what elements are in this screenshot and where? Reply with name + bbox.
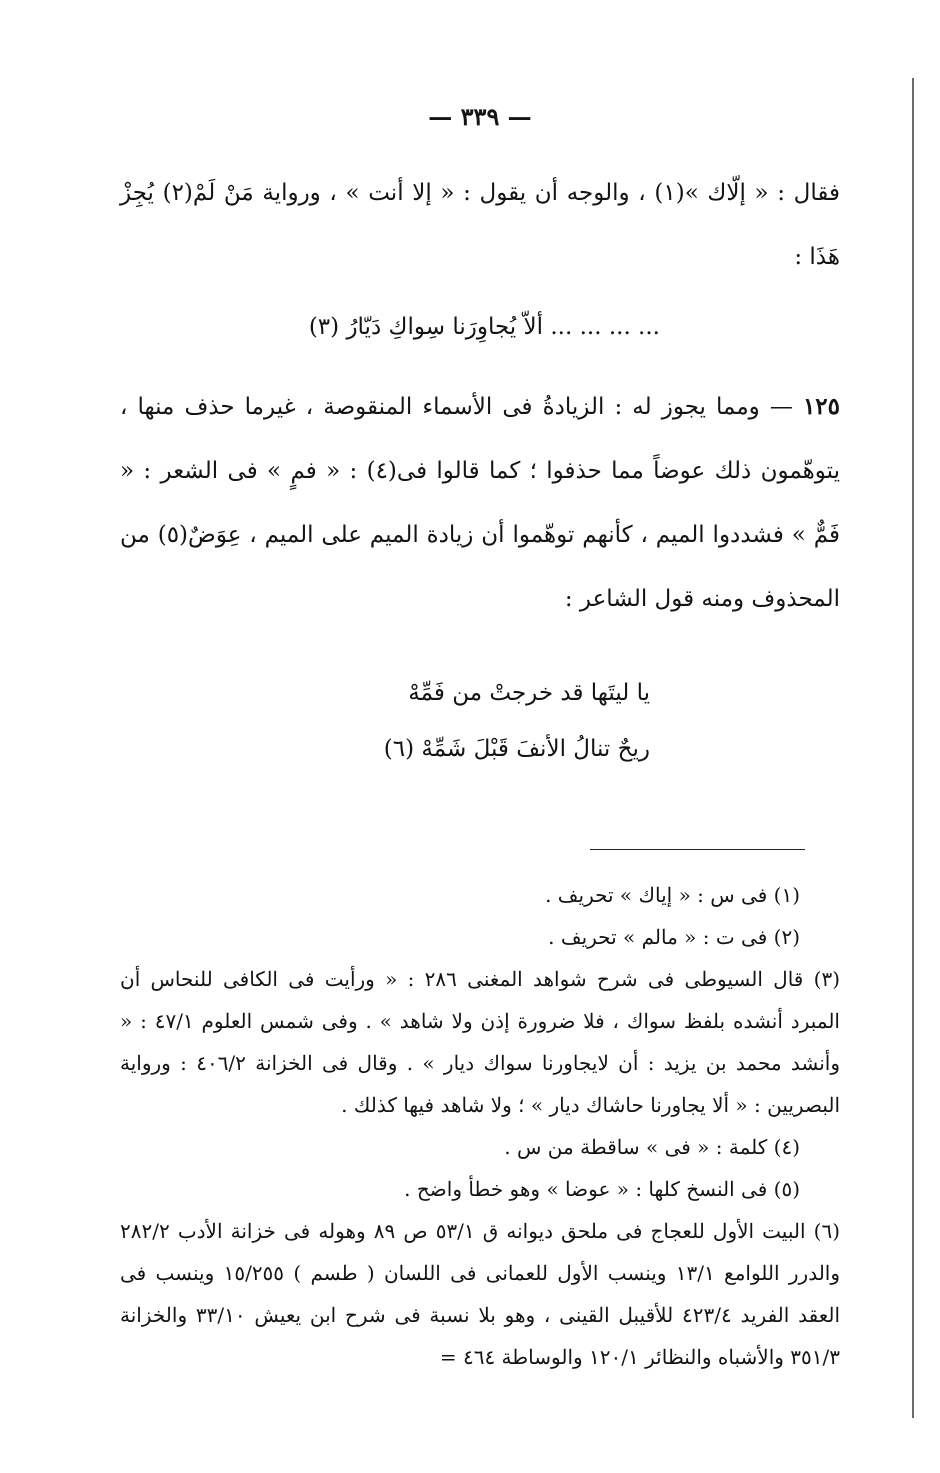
book-page (120, 90, 840, 1410)
footnotes (120, 874, 840, 1378)
footnote-2: (٢) فى ت : « مالم » تحريف . (548, 925, 800, 949)
footnote-separator (590, 849, 805, 850)
verse-quote: ... ... ... ... ألاّ يُجاوِرَنا سِواكِ دَيّارُ (٣) (308, 314, 660, 340)
paragraph-125-text: — ومما يجوز له : الزيادةُ فى الأسماء المنقوصة ، غيرما حذف منها ، يتوهّمون ذلك عوضاً مما حذفوا ؛ كما قالوا فى(٤) : « فمٍ » فى الشعر : « فَمٌّ » فشددوا الميم ، كأنهم توهّموا أن زيادة الميم على الميم ، عِوَضٌ(٥) من المحذوف ومنه قول الشاعر : (120, 394, 840, 612)
footnote-5: (٥) فى النسخ كلها : « عوضا » وهو خطأ واضح . (404, 1177, 800, 1201)
footnote-separator-wrap (120, 807, 840, 874)
poem (120, 665, 840, 777)
footnote-4: (٤) كلمة : « فى » ساقطة من س . (504, 1135, 800, 1159)
main-text (120, 161, 840, 777)
poem-line-1: يا ليتَها قد خرجتْ من فَمِّهْ (408, 680, 650, 706)
footnote-6: (٦) البيت الأول للعجاج فى ملحق ديوانه ق ٥٣/١ ص ٨٩ وهوله فى خزانة الأدب ٢٨٢/٢ والدرر اللوامع ١٣/١ وينسب الأول للعمانى فى اللسان ( طسم ) ١٥/٢٥٥ وينسب فى العقد الفريد ٤٢٣/٤ للأقيبل القينى ، وهو بلا نسبة فى شرح ابن يعيش ٣٣/١٠ والخزانة ٣٥١/٣ والأشباه والنظائر ١٢٠/١ والوساطة ٤٦٤ = (120, 1219, 841, 1369)
paragraph-1: فقال : « إلّاك »(١) ، والوجه أن يقول : « إلا أنت » ، ورواية مَنْ لَمْ(٢) يُجِزْ هَذَا : (120, 180, 840, 270)
page-binding-edge (912, 78, 914, 1418)
paragraph-125 (120, 375, 840, 631)
page-number: — ٣٣٩ — (428, 102, 532, 131)
footnote-1: (١) فى س : « إياك » تحريف . (545, 883, 800, 907)
poem-line-2: ريحٌ تنالُ الأنفَ قَبْلَ شَمِّهْ (٦) (383, 736, 650, 762)
footnote-3: (٣) قال السيوطى فى شرح شواهد المغنى ٢٨٦ : « ورأيت فى الكافى للنحاس أن المبرد أنشده بلفظ سواك ، فلا ضرورة إذن ولا شاهد » . وفى شمس العلوم ٤٧/١ : « وأنشد محمد بن يزيد : أن لايجاورنا سواك ديار » . وقال فى الخزانة ٤٠٦/٢ : ورواية البصريين : « ألا يجاورنا حاشاك ديار » ؛ ولا شاهد فيها كذلك . (120, 967, 840, 1117)
section-number: ١٢٥ (802, 393, 840, 420)
